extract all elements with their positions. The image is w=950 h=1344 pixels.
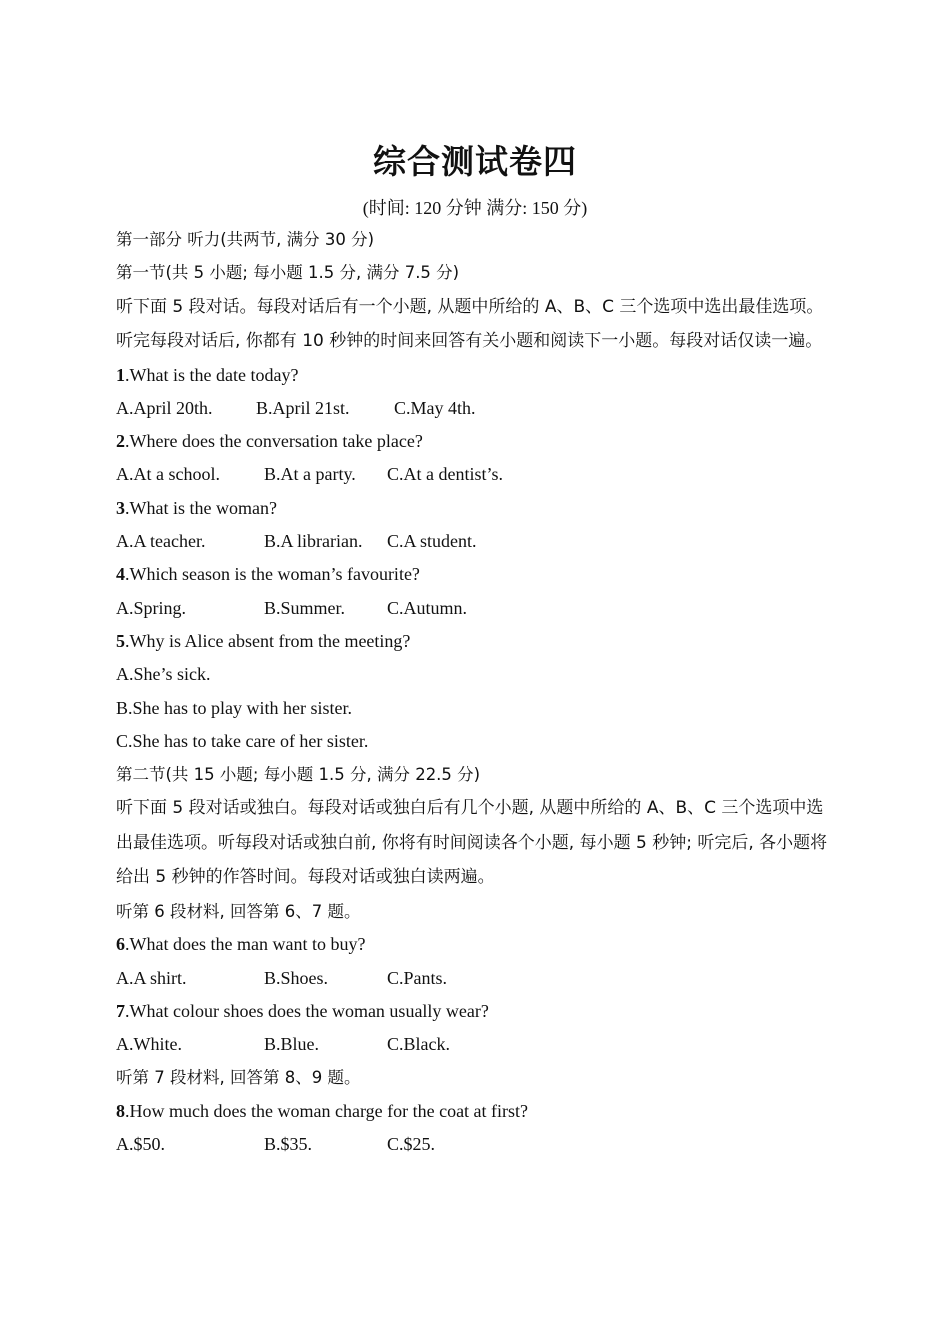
option-c: C.She has to take care of her sister. [116, 730, 369, 751]
question-6 [116, 928, 836, 961]
part-heading: 第一部分 听力(共两节, 满分 30 分) [116, 230, 375, 249]
question-text: .Why is Alice absent from the meeting? [125, 630, 411, 651]
section2-instructions: 听下面 5 段对话或独白。每段对话或独白后有几个小题, 从题中所给的 A、B、C 三个选项中选出最佳选项。听每段对话或独白前, 你将有时间阅读各个小题, 每小题 5 秒钟; 听完后, 各小题将给出 5 秒钟的作答时间。每段对话或独白读两遍。 [116, 798, 828, 888]
section1-instructions: 听下面 5 段对话。每段对话后有一个小题, 从题中所给的 A、B、C 三个选项中选出最佳选项。听完每段对话后, 你都有 10 秒钟的时间来回答有关小题和阅读下一小题。每段对话仅读一遍。 [116, 296, 824, 352]
option-c: C.A student. [387, 531, 477, 552]
option-b: B.A librarian. [264, 531, 363, 552]
question-text: .Where does the conversation take place? [125, 431, 423, 452]
option-a: A.A shirt. [116, 967, 187, 988]
question-5 [116, 625, 836, 658]
option-c: C.Black. [387, 1034, 450, 1055]
options-2 [116, 458, 836, 491]
exam-content [116, 223, 836, 1161]
question-number: 6 [116, 934, 125, 955]
question-number: 8 [116, 1100, 125, 1121]
options-4 [116, 592, 836, 625]
question-number: 5 [116, 630, 125, 651]
page-title: 综合测试卷四 [373, 142, 577, 181]
question-7 [116, 995, 836, 1028]
option-b: B.Blue. [264, 1034, 320, 1055]
option-a: A.$50. [116, 1134, 165, 1155]
question-2 [116, 425, 836, 458]
option-a: A.She’s sick. [116, 664, 211, 685]
option-a: A.At a school. [116, 464, 220, 485]
option-c: C.May 4th. [394, 397, 476, 418]
option-c: C.Autumn. [387, 597, 468, 618]
option-b: B.At a party. [264, 464, 356, 485]
exam-time-score: (时间: 120 分钟 满分: 150 分) [362, 198, 588, 218]
option-a: A.White. [116, 1034, 182, 1055]
options-6 [116, 962, 836, 995]
section1-heading: 第一节(共 5 小题; 每小题 1.5 分, 满分 7.5 分) [116, 263, 460, 283]
question-number: 2 [116, 431, 125, 452]
question-number: 4 [116, 564, 125, 585]
question-1 [116, 359, 836, 392]
option-a: A.April 20th. [116, 397, 213, 418]
option-b: B.$35. [264, 1134, 313, 1155]
question-number: 3 [116, 497, 125, 518]
question-4 [116, 558, 836, 591]
question-text: .How much does the woman charge for the coat at first? [125, 1100, 529, 1121]
option-b: B.Shoes. [264, 967, 329, 988]
material-heading-6: 听第 6 段材料, 回答第 6、7 题。 [116, 901, 361, 921]
question-text: .What is the woman? [125, 497, 277, 518]
question-number: 1 [116, 364, 125, 385]
option-c: C.$25. [387, 1134, 436, 1155]
question-number: 7 [116, 1000, 125, 1021]
option-a: A.Spring. [116, 597, 187, 618]
options-1 [116, 392, 836, 425]
material-heading-7: 听第 7 段材料, 回答第 8、9 题。 [116, 1068, 361, 1088]
question-8 [116, 1095, 836, 1128]
option-c: C.Pants. [387, 967, 448, 988]
option-c: C.At a dentist’s. [387, 464, 503, 485]
option-b: B.April 21st. [256, 397, 350, 418]
question-text: .Which season is the woman’s favourite? [125, 564, 420, 585]
options-7 [116, 1028, 836, 1061]
question-text: .What colour shoes does the woman usually wear? [125, 1000, 489, 1021]
question-3 [116, 492, 836, 525]
options-8 [116, 1128, 836, 1161]
question-text: .What does the man want to buy? [125, 934, 366, 955]
option-b: B.Summer. [264, 597, 346, 618]
option-b: B.She has to play with her sister. [116, 697, 352, 718]
option-a: A.A teacher. [116, 531, 206, 552]
question-text: .What is the date today? [125, 364, 299, 385]
section2-heading: 第二节(共 15 小题; 每小题 1.5 分, 满分 22.5 分) [116, 765, 481, 785]
options-3 [116, 525, 836, 558]
